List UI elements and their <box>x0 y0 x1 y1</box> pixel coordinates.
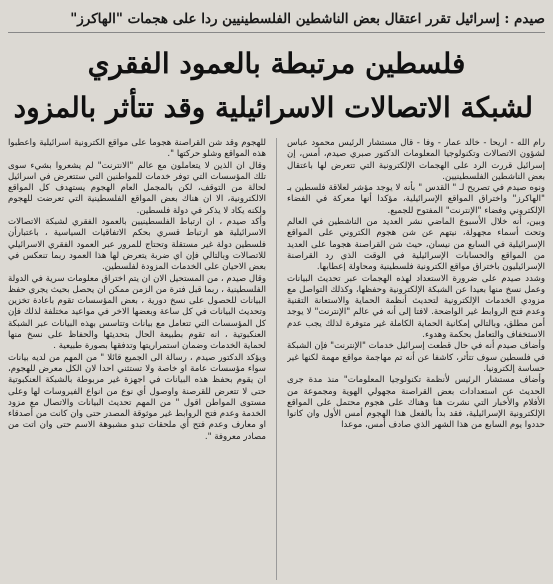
paragraph: رام الله - اريحا - خالد عمار - وفا - قال مستشار الرئيس محمود عباس لشؤون الاتصالات وتكنولوجيا المعلومات الدكتور صبري صيدم، أمس، إن إسرائيل قررت الرد على الهجمات الإلكترونية التي تتعرض لها باعتقال بعض الناشطين الفلسطينيين. <box>287 138 545 182</box>
article-body <box>8 138 545 580</box>
paragraph: وقال ان الذين لا يتعاملون مع عالم "الانترنت" لم يشعروا بشيء سوى تلك المؤسسات التي توفر خدمات للمواطنين التي ستتعرض في اسرائيل لحالة من التوقف، لكن بالمجمل العام الهجوم يستهدف كل المواقع الالكترونية، الا ان هناك بعض المواقع الفلسطينية التي تعرضت للهجوم ولكنه يكاد لا يذكر في دولة فلسطين. <box>8 160 266 216</box>
paragraph: للهجوم وقد شن القراصنة هجوما على مواقع الكترونية اسرائيلية وأعطبوا هذه المواقع وشلو حركتها ". <box>8 138 266 160</box>
article-column-right <box>287 138 545 580</box>
paragraph: وشدد صيدم على ضرورة الاستعداد لهذه الهجمات عبر تحديث البيانات وعمل نسخ منها بعيدا عن الشبكة الإلكترونية وحفظها، وكذلك التواصل مع مزودي الخدمات الإلكترونية لتحديث أنظمة الحماية والاستعانة التقنية وعدم فتح الروابط غير الواضحة. لافتا إلى أنه في عالم "الإنترنت" لا يوجد أمن مطلق، وبالتالي إمكانية الحماية الكاملة غير متوفرة لذلك يجب عدم الاستخفاف والتعامل بحكمة وهدوء. <box>287 273 545 341</box>
headline-line-2: لشبكة الاتصالات الاسرائيلية وقد تتأثر بالمزود <box>13 91 533 124</box>
headline-line-1: فلسطين مرتبطة بالعمود الفقري <box>87 47 466 80</box>
article-kicker: صيدم : إسرائيل تقرر اعتقال بعض الناشطين الفلسطينيين ردا على هجمات "الهاكرز" <box>70 11 545 27</box>
kicker-divider <box>8 32 545 33</box>
paragraph: ونوه صيدم في تصريح لـ " القدس " بأنه لا يوجد مؤشر لعلاقة فلسطين بـ "الهاكرز" واختراق المواقع الإسرائيلية، مؤكدا أنها معركة في الفضاء الإلكتروني وفضاء "الإنترنت" المفتوح للجميع. <box>287 183 545 216</box>
column-divider <box>276 138 277 580</box>
paragraph: وأضاف صيدم أنه في حال قطعت إسرائيل خدمات "الإنترنت" فإن الشبكة في فلسطين سوف تتأثر، كاشفا عن أنه تم مهاجمة مواقع مهمة لكنها غير حساسة إلكترونيا. <box>287 341 545 374</box>
paragraph: وأكد صيدم ، ان ارتباط الفلسطينيين بالعمود الفقري لشبكة الاتصالات الاسرائيلية هو ارتباط قسري بحكم الاتفاقيات السياسية ، باعتبارأن فلسطين دولة غير مستقلة وتحتاج للمرور عبر العمود الفقري الاسرائيلي للاتصالات وبالتالي فإن اي ضربة يتعرض لها هذا العمود ربما تنعكس في بعض الاحيان على الخدمات المزودة لفلسطين. <box>8 217 266 273</box>
paragraph: وأضاف مستشار الرئيس لأنظمة تكنولوجيا المعلومات" منذ مدة جرى الحديث عن استعدادات بعض القراصنة مجهولي الهوية ومجموعة من الأفلام والأخبار التي نشرت هنا وهناك على هجوم محتمل على المواقع الإلكترونية الإسرائيلية، فقد بدأ بالفعل هذا الهجوم أمس الأول وان كانوا حددوا يوم السابع من هذا الشهر الذي صادف أمس، موعدا <box>287 375 545 431</box>
paragraph: ويؤكد الدكتور صيدم ، رسالة الى الجميع قائلا " من المهم من لديه بيانات سواء مؤسسات عامة او خاصة ولا تستثني احدا لان الكل معرض للهجوم، ان يقوم بحفظ هذه البيانات في اجهزة غير مربوطة بالشبكة العنكبوتية حتى لا تتعرض للقرصنة واوصول أي نوع من انواع الفيروسات لها وعلى مستوى المواطن اقول " من المهم تحديث البيانات والاتصال مع مزود الخدمة وعدم فتح الروابط غير موثوقة المصدر حتى وان كانت من أصدقاء او معارف وعدم فتح أي ملحقات تبدو مشبوهة الاسم حتى وان اتت من مصادر معروفة ". <box>8 352 266 442</box>
paragraph: وقال صيدم ، من المستحيل الان ان يتم اختراق معلومات سرية في الدولة الفلسطينية ، ربما قبل فترة من الزمن ممكن ان يحصل بحيث يجري حفظ البيانات للحصول على نسخ دورية ، بعض المؤسسات تقوم باعادة تخزين وتحديث البيانات في كل ساعة وبعضها الاخر في مواعيد مختلفة لذلك فإن كل المؤسسات التي تتعامل مع بيانات وتتاسس بهذه البيانات عبر الشبكة العنكبوتية ، انه تقوم بطبيعة الحال بتحديثها والحفاظ على نسخ منها لحماية الخدمات وضمان استمراريتها وتدفقها بصورة طبيعية . <box>8 273 266 352</box>
paragraph: وبين، أنه خلال الأسبوع الماضي نشر العديد من الناشطين في العالم وتحت أسماء مجهولة، نيتهم عن شن هجوم الكتروني على المواقع الإسرائيلية في السابع من نيسان، حيث شن القراصنة هجوما على العديد من المواقع والحسابات الإسرائيلية في الوقت الذي رد القراصنة الإسرائيليون باختراق مواقع الكترونية فلسطينية ومحاولة إعطابها. <box>287 217 545 273</box>
article-column-left <box>8 138 266 580</box>
